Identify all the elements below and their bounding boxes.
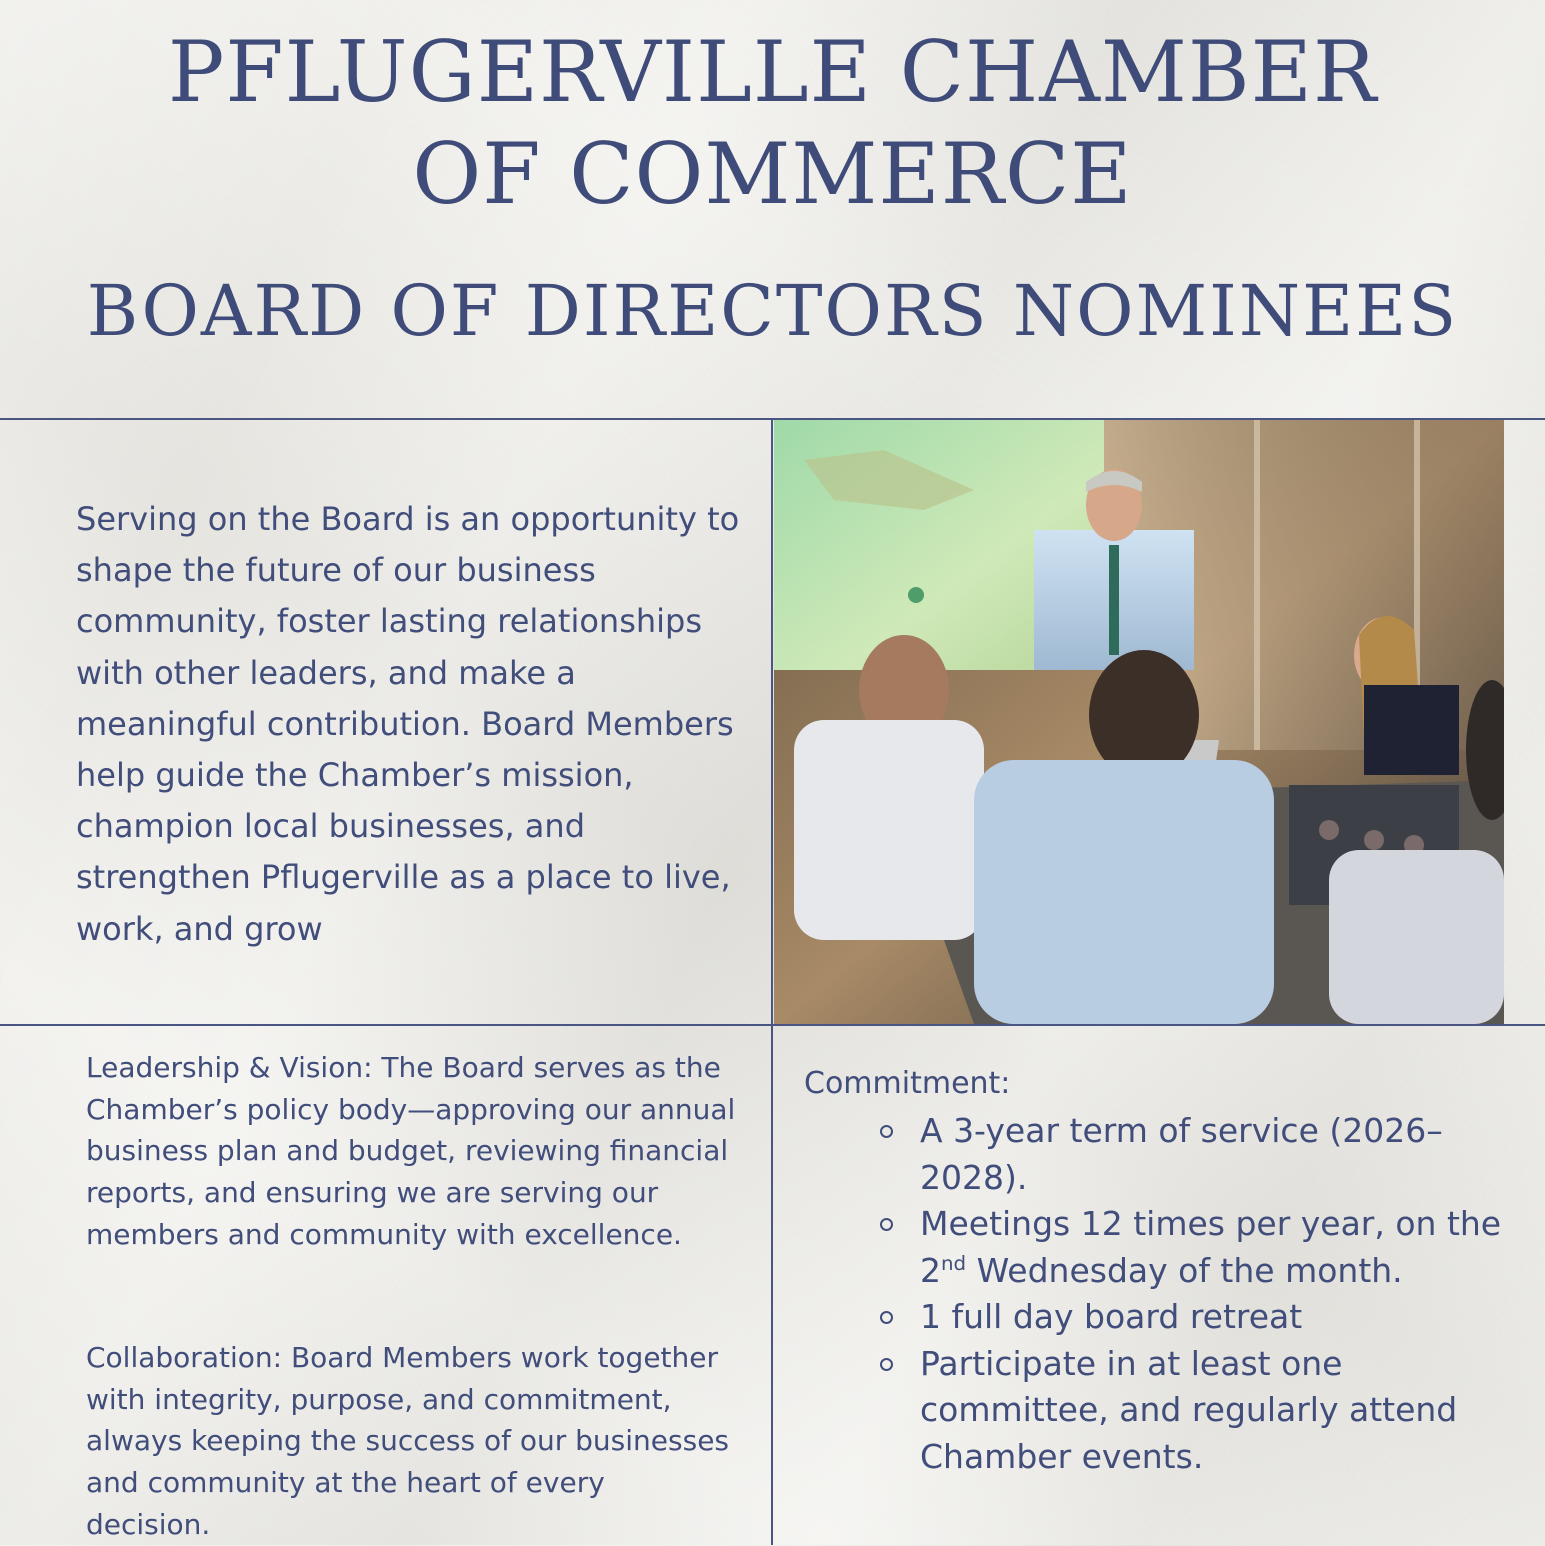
- page-title-line-1: PFLUGERVILLE CHAMBER: [167, 23, 1378, 121]
- list-item: [880, 1108, 1520, 1201]
- list-item-text: Participate in at least one committee, and regularly attend Chamber events.: [920, 1343, 1458, 1476]
- bullet-icon: [880, 1125, 893, 1138]
- page-subtitle: BOARD OF DIRECTORS NOMINEES: [86, 270, 1459, 352]
- list-item: [880, 1294, 1520, 1341]
- intro-paragraph: Serving on the Board is an opportunity to shape the future of our business community, foster lasting relationships with other leaders, and make a meaningful contribution. Board Members help guide the Chamber’s mission, champion local businesses, and strengthen Pflugerville as a place to live, work, and grow: [76, 500, 740, 948]
- commitment-heading: Commitment:: [804, 1066, 1011, 1101]
- list-item-text: Meetings 12 times per year, on the 2nd Wednesday of the month.: [920, 1204, 1502, 1290]
- list-item-text: A 3-year term of service (2026–2028).: [920, 1111, 1443, 1197]
- bullet-icon: [880, 1218, 893, 1231]
- commitment-list: [880, 1108, 1520, 1480]
- list-item-text: 1 full day board retreat: [920, 1297, 1303, 1336]
- bullet-icon: [880, 1358, 893, 1371]
- leadership-paragraph: Leadership & Vision: The Board serves as the Chamber’s policy body—approving our annual business plan and budget, reviewing financial reports, and ensuring we are serving our members and community with excellence.: [86, 1051, 736, 1251]
- list-item: [880, 1341, 1520, 1481]
- collaboration-paragraph: Collaboration: Board Members work together with integrity, purpose, and commitment, always keeping the success of our businesses and community at the heart of every decision.: [86, 1341, 730, 1541]
- ordinal-suffix: nd: [941, 1251, 967, 1275]
- meeting-photo: [774, 420, 1504, 1024]
- bullet-icon: [880, 1311, 893, 1324]
- list-item: [880, 1201, 1520, 1294]
- page-title-line-2: OF COMMERCE: [412, 125, 1133, 223]
- divider-vertical: [771, 418, 773, 1545]
